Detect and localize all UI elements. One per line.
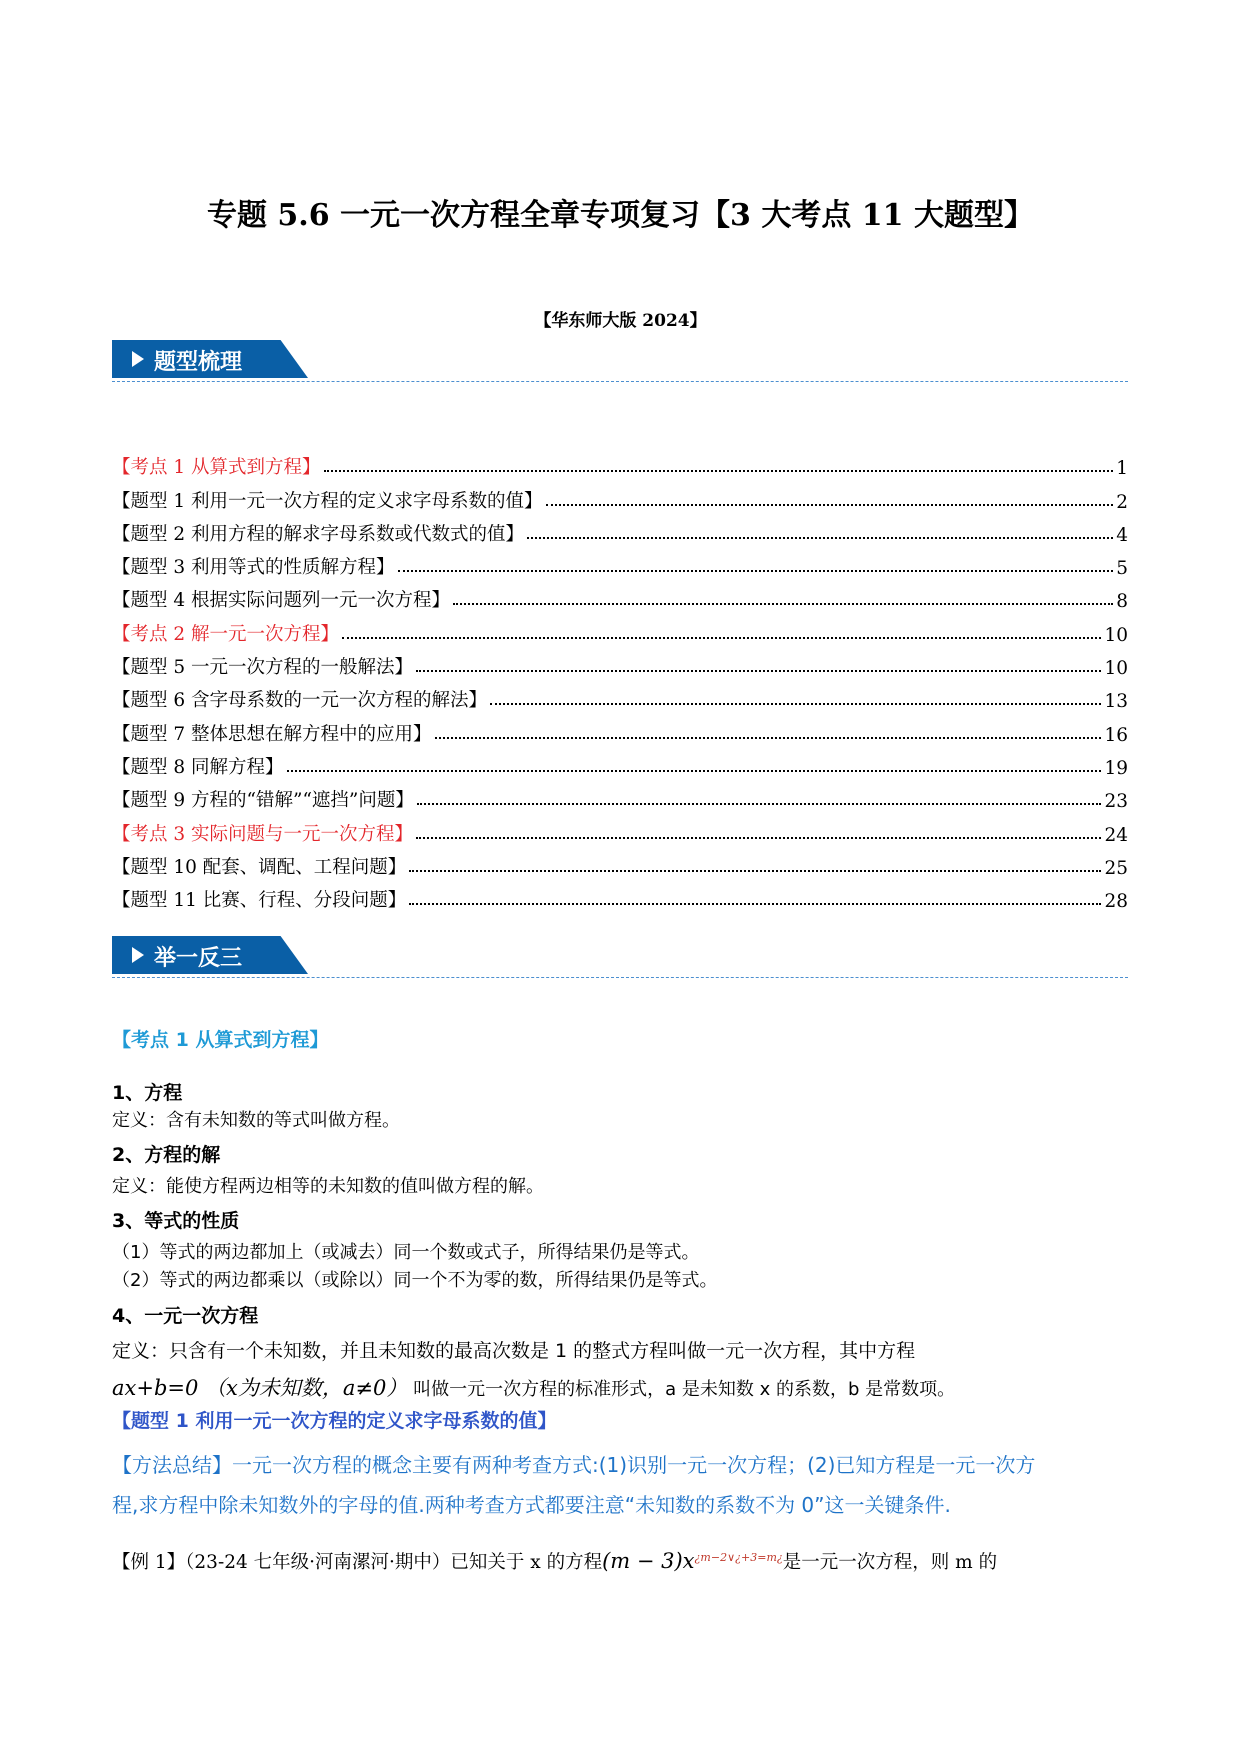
banner-examples <box>112 936 308 974</box>
toc-label: 【题型 2 利用方程的解求字母系数或代数式的值】 <box>112 523 525 545</box>
sub-heading: 4、一元一次方程 <box>112 1305 259 1327</box>
toc-page-number: 16 <box>1104 724 1128 746</box>
toc-leader-dots <box>546 504 1114 506</box>
method-line: 【方法总结】一元一次方程的概念主要有两种考查方式:(1)识别一元一次方程；(2)已知方程是一元一次方 <box>112 1453 1036 1477</box>
toc-row[interactable] <box>112 679 1128 712</box>
toc-label: 【题型 11 比赛、行程、分段问题】 <box>112 890 407 912</box>
toc-row[interactable] <box>112 612 1128 645</box>
toc-leader-dots <box>435 737 1102 739</box>
toc-leader-dots <box>417 803 1102 805</box>
equation: (m − 3)x <box>602 1549 695 1573</box>
toc-label: 【题型 1 利用一元一次方程的定义求字母系数的值】 <box>112 490 543 512</box>
definition-line <box>112 1372 955 1402</box>
toc-leader-dots <box>416 837 1101 839</box>
toc-row[interactable] <box>112 579 1128 612</box>
divider <box>112 977 1128 978</box>
toc-page-number: 8 <box>1116 591 1128 613</box>
toc-row[interactable] <box>112 812 1128 845</box>
toc-leader-dots <box>409 903 1101 905</box>
definition-text: 定义：能使方程两边相等的未知数的值叫做方程的解。 <box>112 1176 544 1197</box>
equation: ax+b=0 （x为未知数，a≠0） <box>112 1376 408 1400</box>
method-line: 程,求方程中除未知数外的字母的值.两种考查方式都要注意“未知数的系数不为 0”这一关键条件. <box>112 1493 951 1517</box>
toc-leader-dots <box>287 770 1102 772</box>
toc-row[interactable] <box>112 513 1128 546</box>
divider <box>112 381 1128 382</box>
example-text: 是一元一次方程，则 m 的 <box>782 1552 998 1573</box>
example-text: 【例 1】（23-24 七年级·河南漯河·期中）已知关于 x 的方程 <box>112 1552 603 1573</box>
play-triangle-icon <box>132 947 144 963</box>
definition-text: 定义：含有未知数的等式叫做方程。 <box>112 1110 400 1131</box>
banner-label: 举一反三 <box>154 946 243 971</box>
toc-row[interactable] <box>112 846 1128 879</box>
toc-label: 【题型 9 方程的“错解”“遮挡”问题】 <box>112 790 414 812</box>
toc-leader-dots <box>527 537 1113 539</box>
toc-row[interactable] <box>112 646 1128 679</box>
toc-row[interactable] <box>112 779 1128 812</box>
section-heading: 【题型 1 利用一元一次方程的定义求字母系数的值】 <box>112 1410 557 1432</box>
toc-label: 【题型 3 利用等式的性质解方程】 <box>112 557 395 579</box>
toc-page-number: 4 <box>1116 524 1128 546</box>
toc-label: 【题型 7 整体思想在解方程中的应用】 <box>112 723 432 745</box>
property-text: （1）等式的两边都加上（或减去）同一个数或式子，所得结果仍是等式。 <box>112 1242 700 1263</box>
toc-row[interactable] <box>112 546 1128 579</box>
toc-page-number: 25 <box>1104 857 1128 879</box>
toc-leader-dots <box>324 470 1114 472</box>
toc-leader-dots <box>409 870 1101 872</box>
sub-heading: 2、方程的解 <box>112 1144 221 1166</box>
table-of-contents <box>112 446 1128 912</box>
toc-page-number: 13 <box>1104 691 1128 713</box>
toc-page-number: 19 <box>1104 757 1128 779</box>
edition-label: 【华东师大版 2024】 <box>534 311 707 331</box>
toc-row[interactable] <box>112 479 1128 512</box>
toc-label: 【考点 3 实际问题与一元一次方程】 <box>112 823 414 845</box>
toc-page-number: 23 <box>1104 791 1128 813</box>
toc-row[interactable] <box>112 746 1128 779</box>
section-heading: 【考点 1 从算式到方程】 <box>112 1029 329 1051</box>
toc-page-number: 28 <box>1104 891 1128 913</box>
toc-leader-dots <box>453 603 1113 605</box>
toc-label: 【考点 1 从算式到方程】 <box>112 457 321 479</box>
toc-page-number: 1 <box>1116 458 1128 480</box>
toc-label: 【题型 4 根据实际问题列一元一次方程】 <box>112 590 451 612</box>
banner-toc <box>112 340 308 378</box>
toc-row[interactable] <box>112 712 1128 745</box>
toc-page-number: 24 <box>1104 824 1128 846</box>
toc-page-number: 10 <box>1104 624 1128 646</box>
toc-label: 【题型 5 一元一次方程的一般解法】 <box>112 657 414 679</box>
toc-row[interactable] <box>112 879 1128 912</box>
example-1 <box>112 1548 997 1574</box>
toc-label: 【考点 2 解一元一次方程】 <box>112 623 340 645</box>
banner-label: 题型梳理 <box>154 350 243 375</box>
sub-heading: 1、方程 <box>112 1082 183 1104</box>
page-title: 专题 5.6 一元一次方程全章专项复习【3 大考点 11 大题型】 <box>206 198 1035 233</box>
toc-row[interactable] <box>112 446 1128 479</box>
toc-page-number: 5 <box>1116 558 1128 580</box>
play-triangle-icon <box>132 351 144 367</box>
method-summary <box>112 1445 1128 1525</box>
toc-leader-dots <box>398 570 1114 572</box>
definition-text: 叫做一元一次方程的标准形式，a 是未知数 x 的系数，b 是常数项。 <box>413 1379 956 1400</box>
toc-page-number: 2 <box>1116 491 1128 513</box>
property-text: （2）等式的两边都乘以（或除以）同一个不为零的数，所得结果仍是等式。 <box>112 1270 718 1291</box>
definition-text: 定义：只含有一个未知数，并且未知数的最高次数是 1 的整式方程叫做一元一次方程，其中方程 <box>112 1340 916 1362</box>
sub-heading: 3、等式的性质 <box>112 1210 240 1232</box>
toc-label: 【题型 6 含字母系数的一元一次方程的解法】 <box>112 690 488 712</box>
equation-exponent: ¿m−2∨¿+3=m¿ <box>694 1550 783 1564</box>
toc-leader-dots <box>416 670 1101 672</box>
toc-label: 【题型 8 同解方程】 <box>112 756 284 778</box>
toc-page-number: 10 <box>1104 658 1128 680</box>
toc-leader-dots <box>342 637 1101 639</box>
toc-label: 【题型 10 配套、调配、工程问题】 <box>112 856 407 878</box>
toc-leader-dots <box>490 703 1101 705</box>
